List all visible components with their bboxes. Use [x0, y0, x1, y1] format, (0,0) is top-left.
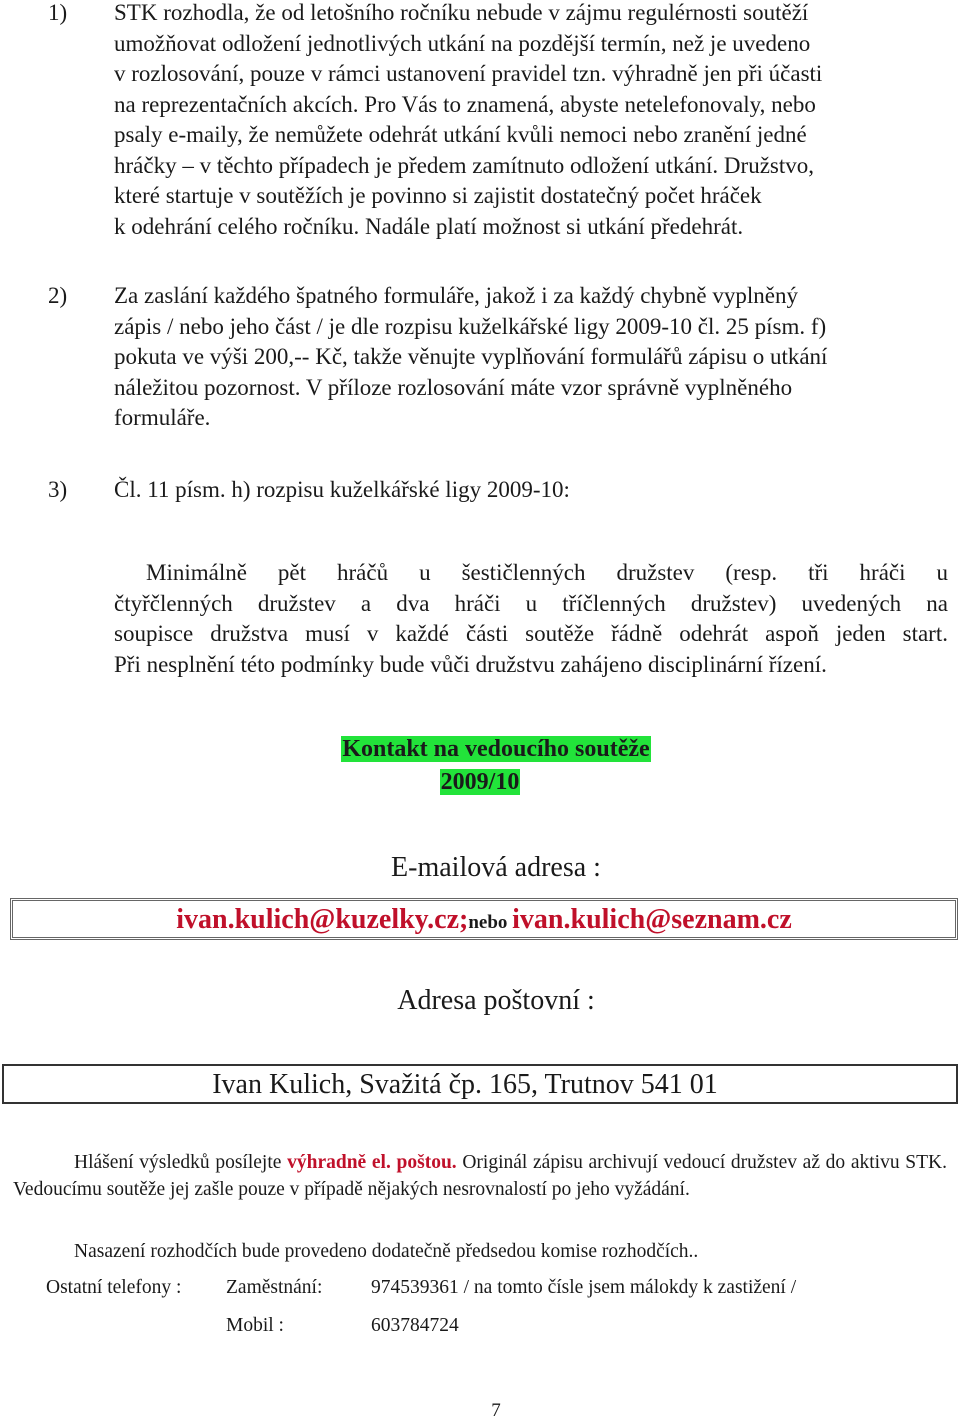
- contact-heading-line-1: Kontakt na vedoucího soutěže: [342, 736, 650, 762]
- email-box: [10, 898, 958, 940]
- item-1-number: 1): [48, 0, 68, 25]
- email-line: [13, 904, 955, 939]
- results-note-emphasis: výhradně el. poštou.: [287, 1152, 457, 1173]
- item-1-text: [114, 0, 944, 242]
- postal-box: [2, 1064, 958, 1104]
- phones-label: Ostatní telefony :: [46, 1277, 182, 1298]
- rule-line: čtyřčlenných družstev a dva hráči u tříčlenných družstev) uvedených na: [114, 590, 948, 616]
- email-link-1[interactable]: ivan.kulich@kuzelky.cz;: [176, 904, 469, 935]
- postal-address: Ivan Kulich, Svažitá čp. 165, Trutnov 541 01: [212, 1069, 718, 1100]
- item-1-line: psaly e-maily, že nemůžete odehrát utkání kvůli nemoci nebo zranění jedné: [114, 122, 807, 147]
- item-1-line: STK rozhodla, že od letošního ročníku nebude v zájmu regulérnosti soutěží: [114, 0, 809, 25]
- item-1-line: na reprezentačních akcích. Pro Vás to znamená, abyste netelefonovaly, nebo: [114, 91, 816, 117]
- item-1-line: k odehrání celého ročníku. Nadále platí možnost si utkání předehrát.: [114, 213, 744, 239]
- results-note: [13, 1149, 947, 1203]
- item-2-line: pokuta ve výši 200,-- Kč, takže věnujte vyplňování formulářů zápisu o utkání: [114, 344, 828, 369]
- item-3-text: Čl. 11 písm. h) rozpisu kuželkářské ligy 2009-10:: [114, 477, 570, 502]
- rule-line: Při nesplnění této podmínky bude vůči družstvu zahájeno disciplinární řízení.: [114, 651, 827, 677]
- item-1-line: umožňovat odložení jednotlivých utkání na pozdější termín, než je uvedeno: [114, 30, 811, 56]
- contact-heading-line-2: 2009/10: [440, 769, 520, 795]
- item-1-line: které startuje v soutěžích je povinno si zajistit dostatečný počet hráček: [114, 183, 762, 208]
- item-3-number: 3): [48, 477, 68, 502]
- results-note-text: Hlášení výsledků posílejte: [74, 1152, 288, 1173]
- item-2-text: [114, 281, 944, 434]
- mobile-label: Mobil :: [226, 1315, 284, 1336]
- item-1-line: hráčky – v těchto případech je předem zamítnuto odložení utkání. Družstvo,: [114, 152, 814, 178]
- item-1-line: v rozlosování, pouze v rámci ustanovení pravidel tzn. výhradně jen při účasti: [114, 61, 823, 86]
- work-label: Zaměstnání:: [226, 1277, 323, 1298]
- mobile-phone: 603784724: [371, 1315, 459, 1336]
- contact-heading: [0, 736, 960, 763]
- referees-note: Nasazení rozhodčích bude provedeno dodatečně předsedou komise rozhodčích..: [74, 1241, 699, 1262]
- email-separator: nebo: [468, 912, 513, 933]
- rule-line: Minimálně pět hráčů u šestičlenných družstev (resp. tři hráči u: [146, 560, 948, 585]
- postal-label: Adresa poštovní :: [397, 985, 595, 1016]
- page-number: 7: [491, 1400, 501, 1421]
- item-2-line: náležitou pozornost. V příloze rozlosování máte vzor správně vyplněného: [114, 374, 793, 400]
- item-2-number: 2): [48, 283, 68, 308]
- email-label: E-mailová adresa :: [391, 852, 601, 883]
- contact-heading-year: [0, 769, 960, 796]
- rule-line: soupisce družstva musí v každé části soutěže řádně odehrát aspoň jeden start.: [114, 621, 948, 646]
- results-note-text-2: Originál zápisu archivují vedoucí družstev až do aktivu STK. Vedoucímu soutěže jej zašle pouze v případě nějakých nesrovnalostí po jeho vyžádání.: [13, 1152, 947, 1200]
- item-2-line: formuláře.: [114, 405, 211, 430]
- email-link-2[interactable]: ivan.kulich@seznam.cz: [512, 904, 792, 935]
- rule-text: [114, 558, 948, 680]
- item-2-line: zápis / nebo jeho část / je dle rozpisu kuželkářské ligy 2009-10 čl. 25 písm. f): [114, 313, 827, 339]
- work-phone: 974539361 / na tomto čísle jsem málokdy k zastižení /: [371, 1277, 797, 1298]
- item-2-line: Za zaslání každého špatného formuláře, jakož i za každý chybně vyplněný: [114, 283, 798, 308]
